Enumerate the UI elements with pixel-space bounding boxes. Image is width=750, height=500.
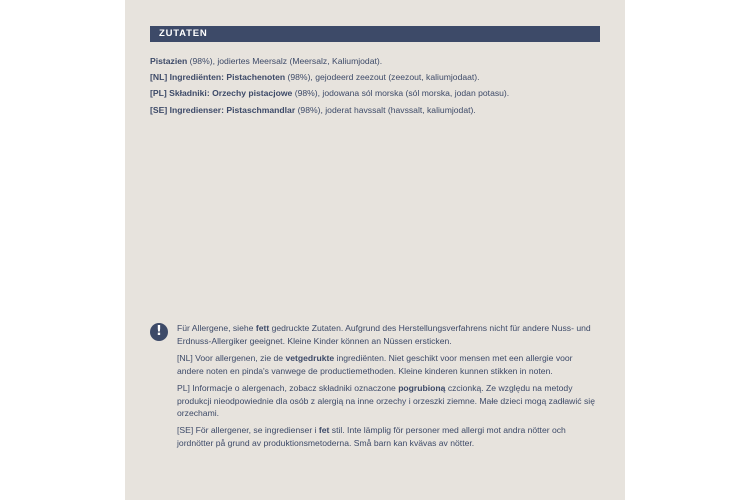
ingredient-bold: [NL] Ingrediënten: Pistachenoten [150,72,286,83]
allergen-bold: fet [318,425,330,436]
allergen-pre: Für Allergene, siehe [177,323,256,333]
exclamation-circle-icon: ! [150,323,168,341]
ingredient-bold: Pistazien [150,56,188,66]
ingredient-line-se [150,102,600,118]
allergen-post: czcionką. Ze względu na metody produkcji nieodpowiednie dla osób z alergią na inne orzechy i orzeszki ziemne. Małe dzieci mogą zadławić się orzechami. [177,382,595,419]
ingredient-bold: [SE] Ingredienser: Pistaschmandlar [150,104,296,115]
ingredient-bold: [PL] Składniki: Orzechy pistacjowe [150,88,293,99]
allergen-line-pl [177,382,597,420]
allergen-post: gedruckte Zutaten. Aufgrund des Herstellungsverfahrens nicht für andere Nuss- und Erdnuss-Allergiker geeignet. Kleine Kinder können an Nüssen ersticken. [177,323,591,346]
allergen-pre: [SE] För allergener, se ingredienser i [177,425,319,436]
section-title: ZUTATEN [159,28,208,39]
ingredients-list [150,53,600,118]
allergen-bold: pogrubioną [398,382,446,393]
ingredient-rest: (98%), joderat havssalt (havssalt, kaliumjodat). [295,104,476,115]
allergen-post: ingrediënten. Niet geschikt voor mensen met een allergie voor andere noten en pinda's vanwege de productiemethoden. Kleine kinderen kunnen stikken in noten. [177,352,573,376]
allergen-post: stil. Inte lämplig för personer med allergi mot andra nötter och jordnötter på grund av produktionsmetoderna. Små barn kan kvävas av nötter. [177,425,566,449]
allergen-pre: [NL] Voor allergenen, zie de [177,352,286,363]
allergen-line-nl [177,352,597,377]
allergen-bold: vetgedrukte [285,352,335,363]
ingredient-line-pl [150,85,600,101]
ingredient-rest: (98%), jodiertes Meersalz (Meersalz, Kaliumjodat). [187,56,383,66]
allergen-line-se [177,424,597,449]
label-panel [125,0,625,500]
allergen-line-de [177,322,597,347]
allergen-text [177,322,597,454]
ingredient-rest: (98%), gejodeerd zeezout (zeezout, kaliumjodaat). [285,72,480,83]
section-header [150,26,600,42]
ingredient-rest: (98%), jodowana sól morska (sól morska, jodan potasu). [292,88,510,99]
allergen-pre: PL] Informacje o alergenach, zobacz składniki oznaczone [177,382,399,393]
ingredient-line-de [150,53,600,69]
allergen-bold: fett [255,323,270,333]
ingredient-line-nl [150,69,600,85]
